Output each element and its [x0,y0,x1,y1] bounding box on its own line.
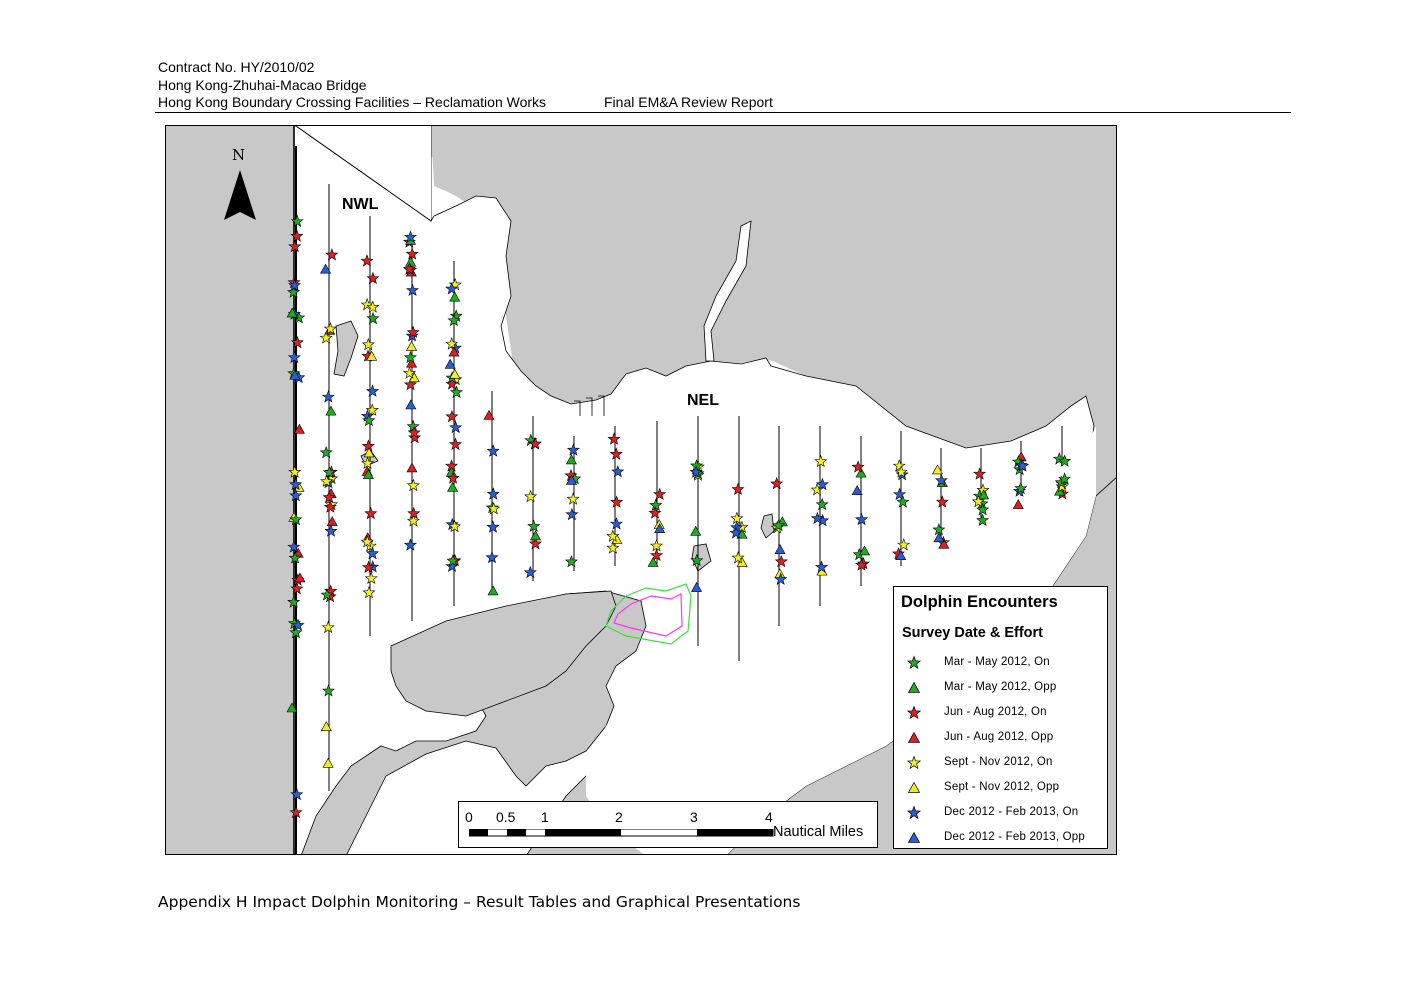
scale-tick-label: 2 [615,809,623,825]
header-line3 [158,94,773,112]
report-header [158,59,773,112]
triangle-icon [906,780,922,796]
legend-item-label: Sept - Nov 2012, Opp [944,781,1060,793]
legend-title: Dolphin Encounters [901,593,1058,611]
star-icon [906,655,922,671]
legend-item-label: Jun - Aug 2012, On [944,706,1047,718]
triangle-icon [906,730,922,746]
legend-item [906,728,1106,748]
scale-tick-label: 3 [690,809,698,825]
legend-item [906,678,1106,698]
star-icon [906,805,922,821]
legend-item [906,778,1106,798]
legend-item-label: Dec 2012 - Feb 2013, Opp [944,831,1085,843]
legend [893,586,1108,849]
legend-item-label: Mar - May 2012, Opp [944,681,1057,693]
legend-item [906,803,1106,823]
north-label: N [232,146,246,164]
legend-item [906,653,1106,673]
header-rule [155,112,1291,113]
scale-bar-graphic [469,829,779,837]
scale-tick-label: 1 [541,809,549,825]
star-icon [906,705,922,721]
legend-item [906,753,1106,773]
legend-subtitle: Survey Date & Effort [902,625,1044,641]
report-title: Final EM&A Review Report [604,94,773,110]
project-name: Hong Kong-Zhuhai-Macao Bridge [158,76,367,93]
scale-tick-label: 4 [765,809,773,825]
north-arrow-icon [222,168,258,222]
nel-label: NEL [687,392,719,409]
triangle-icon [906,830,922,846]
contract-number: Contract No. HY/2010/02 [158,59,315,75]
nwl-label: NWL [342,196,379,213]
legend-item [906,703,1106,723]
legend-item-label: Jun - Aug 2012, Opp [944,731,1054,743]
appendix-caption: Appendix H Impact Dolphin Monitoring – Result Tables and Graphical Presentations [158,893,801,911]
legend-item-label: Mar - May 2012, On [944,656,1050,668]
legend-item [906,828,1106,848]
triangle-icon [906,680,922,696]
legend-item-label: Sept - Nov 2012, On [944,756,1053,768]
scale-unit: Nautical Miles [773,824,864,840]
scale-tick-label: 0 [465,809,473,825]
works-title: Hong Kong Boundary Crossing Facilities – Reclamation Works [158,94,547,110]
scale-tick-label: 0.5 [496,809,516,825]
star-icon [906,755,922,771]
legend-item-label: Dec 2012 - Feb 2013, On [944,806,1079,818]
north-arrow [222,146,258,224]
scale-bar [458,801,878,848]
